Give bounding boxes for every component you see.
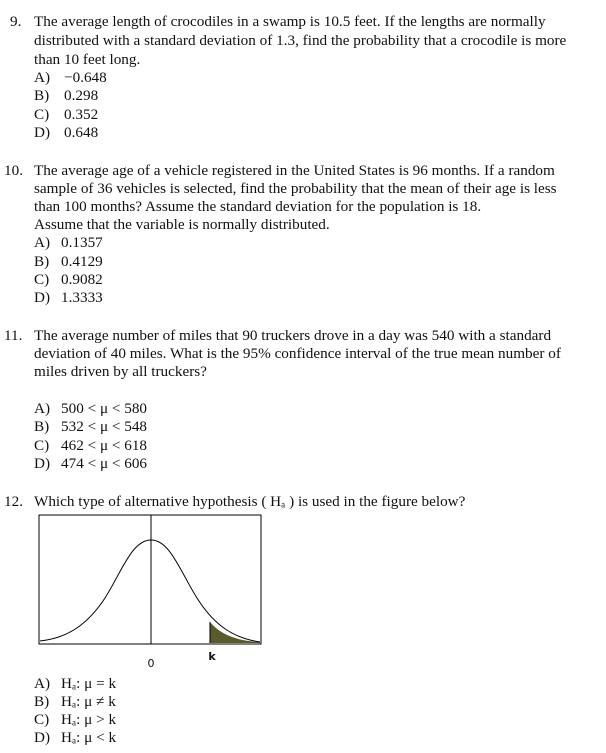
option-letter: D) <box>34 124 51 141</box>
option-value: Hₐ: μ > k <box>61 711 117 728</box>
option-value: 462 < μ < 618 <box>61 437 148 454</box>
option-letter: A) <box>34 400 51 417</box>
figure-frame <box>39 515 261 644</box>
option-value: 0.648 <box>64 124 99 141</box>
option-letter: C) <box>34 106 50 123</box>
question-text-line: Which type of alternative hypothesis ( Hₐ ) is used in the figure below? <box>34 493 466 510</box>
option-value: 532 < μ < 548 <box>61 418 148 435</box>
option-value: Hₐ: μ = k <box>61 675 117 692</box>
question-text-line: distributed with a standard deviation of 1.3, find the probability that a crocodile is more <box>34 32 567 49</box>
question-number: 10. <box>4 162 23 179</box>
option-value: 500 < μ < 580 <box>61 400 148 417</box>
option-value: 1.3333 <box>61 289 103 306</box>
question-text-line: The average length of crocodiles in a swamp is 10.5 feet. If the lengths are normally <box>34 13 546 30</box>
option-value: Hₐ: μ ≠ k <box>61 693 116 710</box>
option-value: 0.1357 <box>61 234 103 251</box>
option-value: −0.648 <box>64 69 107 86</box>
option-letter: B) <box>34 253 50 270</box>
question-text-line: The average age of a vehicle registered in the United States is 96 months. If a random <box>34 162 555 179</box>
option-letter: A) <box>34 675 51 692</box>
question-text-line: sample of 36 vehicles is selected, find the probability that the mean of their age is less <box>34 180 557 197</box>
option-letter: A) <box>34 69 51 86</box>
center-tick-label: 0 <box>147 657 155 670</box>
option-letter: A) <box>34 234 51 251</box>
question-text-line: deviation of 40 miles. What is the 95% confidence interval of the true mean number of <box>34 345 561 362</box>
option-letter: C) <box>34 271 50 288</box>
question-number: 11. <box>4 327 23 344</box>
option-letter: D) <box>34 729 51 746</box>
option-letter: B) <box>34 693 50 710</box>
option-letter: B) <box>34 87 50 104</box>
option-letter: D) <box>34 455 51 472</box>
question-text-line: Assume that the variable is normally distributed. <box>34 216 330 233</box>
option-letter: D) <box>34 289 51 306</box>
normal-curve-figure <box>38 514 278 674</box>
option-value: 0.9082 <box>61 271 103 288</box>
question-text-line: than 100 months? Assume the standard deviation for the population is 18. <box>34 198 482 215</box>
option-letter: C) <box>34 437 50 454</box>
option-value: 0.352 <box>64 106 99 123</box>
critical-tick-label: k <box>208 650 216 663</box>
option-value: 474 < μ < 606 <box>61 455 148 472</box>
question-text-line: The average number of miles that 90 truckers drove in a day was 540 with a standard <box>34 327 552 344</box>
option-value: 0.4129 <box>61 253 103 270</box>
option-value: Hₐ: μ < k <box>61 729 117 746</box>
question-text-line: miles driven by all truckers? <box>34 363 207 380</box>
question-number: 12. <box>4 493 23 510</box>
option-letter: C) <box>34 711 50 728</box>
option-letter: B) <box>34 418 50 435</box>
option-value: 0.298 <box>64 87 99 104</box>
question-number: 9. <box>10 13 22 30</box>
question-text-line: than 10 feet long. <box>34 51 141 68</box>
